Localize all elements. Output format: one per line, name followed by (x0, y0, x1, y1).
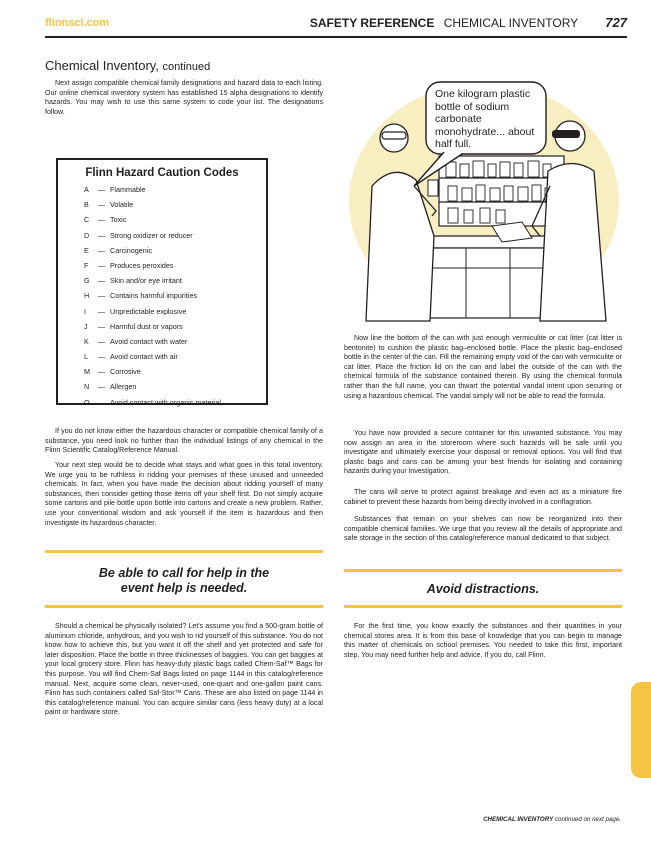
hazard-code-letter: I (84, 306, 86, 316)
hazard-code-row (58, 352, 266, 367)
hazard-code-dash: — (98, 200, 106, 210)
callout-rule-bottom-right (344, 605, 622, 608)
hazard-code-row (58, 231, 266, 246)
hazard-code-description: Unpredictable explosive (110, 306, 187, 316)
section-title-suffix: continued (162, 61, 211, 73)
secure-container-paragraph: You have now provided a secure container for this unwanted substance. You may now assign an area in the storeroom where such hazards will be safe until you investigate and ultimately exercise your disposal or removal options. You will find that plastic bags and cans can be among your best friends for isolating and containing hazards during your investigation. (344, 429, 622, 476)
line-can-paragraph: Now line the bottom of the can with just enough vermiculite or cat litter (cat litter is bentonite) to cushion the plastic bag–enclosed bottle. Place the plastic bag–enclosed bottle in the center of the can. Fill the remaining empty void of the can with vermiculite or cat litter. Place the friction lid on the can and label the outside of the can with the chemical formula of the substance contained therein. By using the chemical formula rather than the full name, you can thwart the potential vandal intent upon securing or using a hazardous chemical. The vandal simply will not be able to read the formula. (344, 334, 622, 400)
hazard-code-letter: K (84, 336, 89, 346)
remaining-substances-paragraph: Substances that remain on your shelves can now be reorganized into their compatible chemical families. We urge that you review all the details of appropriate and safe storage in the section of this catalog/reference manual dedicated to that subject. (344, 515, 622, 543)
hazard-codes-title: Flinn Hazard Caution Codes (85, 167, 239, 179)
hazard-code-row (58, 276, 266, 291)
hazard-codes-box (56, 158, 268, 405)
hazard-code-dash: — (98, 276, 106, 286)
hazard-code-letter: F (84, 260, 89, 270)
hazard-code-description: Contains harmful impurities (110, 291, 198, 301)
callout-distractions: Avoid distractions. (426, 582, 540, 596)
hazard-code-description: Avoid contact with water (110, 336, 188, 346)
callout-help: Be able to call for help in the event help is needed. (98, 566, 270, 595)
hazard-code-row (58, 200, 266, 215)
continued-note (483, 816, 621, 823)
hazard-code-description: Carcinogenic (110, 245, 152, 255)
side-tab (631, 682, 651, 778)
hazard-code-description: Corrosive (110, 367, 141, 377)
hazard-code-description: Avoid contact with air (110, 352, 178, 362)
hazard-code-dash: — (98, 336, 106, 346)
callout-rule-top-right (344, 569, 622, 572)
hazard-code-letter: J (84, 321, 88, 331)
unknown-hazard-paragraph: If you do not know either the hazardous character or compatible chemical family of a substance, you need look no further than the individual listings of any chemical in the Flinn Scientific Catalog/Reference Manual. (45, 427, 323, 455)
page-number: 727 (605, 15, 627, 30)
hazard-code-dash: — (98, 245, 106, 255)
hazard-code-row (58, 367, 266, 382)
isolation-paragraph: Should a chemical be physically isolated? Let's assume you find a 500-gram bottle of aluminum chloride, anhydrous, and you wish to rid yourself of this substance. You do not know how to achieve this, but you want it off the shelf and yet protected and safe for later disposition. Place the bottle in three thicknesses of baggies. You can get baggies at your local grocery store. Flinn has heavy-duty plastic bags called Chem-Saf™ Bags for this purpose. You will find Chem-Saf Bags listed on page 1144 in this catalog/reference manual. Next, acquire some clean, never-used, one-quart and one-gallon paint cans. Flinn has such containers called Saf-Stor™ Cans. These are also listed on page 1144 in this catalog/reference manual. You can acquire similar cans (less heavy duty) at a local paint or hardware store. (45, 622, 323, 717)
site-url[interactable]: flinnsci.com (45, 17, 110, 29)
hazard-code-description: Allergen (110, 382, 137, 392)
hazard-code-row (58, 185, 266, 200)
callout-rule-bottom (45, 605, 323, 608)
hazard-code-dash: — (98, 230, 106, 240)
hazard-code-row (58, 337, 266, 352)
hazard-code-letter: L (84, 352, 88, 362)
hazard-code-row (58, 291, 266, 306)
hazard-code-dash: — (98, 382, 106, 392)
hazard-code-description: Flammable (110, 185, 146, 194)
hazard-code-letter: H (84, 291, 90, 301)
intro-paragraph: Next assign compatible chemical family designations and hazard data to each listing. Our online chemical inventory system has established 15 alpha designations to identify hazards. You may wish to use this same system to code your list. The designations follow. (45, 79, 323, 116)
hazard-code-dash: — (98, 260, 106, 270)
hazard-code-row (58, 307, 266, 322)
hazard-code-dash: — (98, 367, 106, 377)
hazard-code-description: Volatile (110, 200, 134, 210)
cans-paragraph: The cans will serve to protect against breakage and even act as a miniature fire cabinet to prevent these hazards from being directly involved in a conflagration. (344, 488, 622, 506)
hazard-code-row (58, 322, 266, 337)
hazard-code-row (58, 382, 266, 397)
hazard-code-dash: — (98, 185, 106, 194)
hazard-code-dash: — (98, 215, 106, 225)
next-step-paragraph: Your next step would be to decide what stays and what goes in this total inventory. We urge you to be ruthless in ridding your premises of these unused and unneeded chemicals. In fact, when you have made the decision about ridding yourself of many substances, then consider getting those items off your shelf first. Do not simply acquire some cartons and pile bottle upon bottle into cartons and create a new problem. Rather, use your conventional wisdom and ask yourself if the item is hazardous and then investigate its hazardous character. (45, 461, 323, 527)
hazard-code-dash: — (98, 397, 106, 407)
header-subsection: CHEMICAL INVENTORY (443, 16, 578, 30)
continued-note-bold: CHEMICAL INVENTORY (483, 816, 554, 823)
hazard-code-dash: — (98, 352, 106, 362)
hazard-codes-list (58, 185, 266, 413)
hazard-code-description: Strong oxidizer or reducer (110, 230, 193, 240)
hazard-code-description: Skin and/or eye irritant (110, 276, 182, 286)
hazard-code-letter: O (84, 397, 90, 407)
hazard-code-letter: M (84, 367, 90, 377)
hazard-code-letter: B (84, 200, 89, 210)
hazard-code-letter: E (84, 245, 89, 255)
hazard-code-description: Avoid contact with organic material (110, 397, 221, 407)
hazard-code-description: Harmful dust or vapors (110, 321, 183, 331)
speech-bubble-text: One kilogram plastic bottle of sodium carbonate monohydrate... about half full. (435, 88, 535, 150)
header-section: SAFETY REFERENCE (309, 16, 435, 30)
section-title-text: Chemical Inventory, (45, 58, 159, 73)
hazard-code-dash: — (98, 306, 106, 316)
hazard-code-letter: D (84, 230, 90, 240)
continued-note-rest: continued on next page. (553, 816, 621, 823)
hazard-code-row (58, 246, 266, 261)
hazard-code-letter: G (84, 276, 90, 286)
hazard-code-row (58, 261, 266, 276)
hazard-code-row (58, 398, 266, 413)
first-time-paragraph: For the first time, you know exactly the substances and their quantities in your chemical stores area. It is from this base of knowledge that you can begin to manage this matter of chemicals on school premises. You needed to take this first, important step. You may need further help and advice. If you do, call Flinn. (344, 622, 622, 659)
running-header (310, 15, 627, 30)
hazard-code-letter: C (84, 215, 90, 225)
hazard-code-description: Toxic (110, 215, 127, 225)
hazard-code-description: Produces peroxides (110, 260, 174, 270)
hazard-code-letter: A (84, 185, 89, 194)
section-title (45, 58, 210, 73)
hazard-code-letter: N (84, 382, 90, 392)
hazard-code-row (58, 215, 266, 230)
hazard-code-dash: — (98, 291, 106, 301)
hazard-code-dash: — (98, 321, 106, 331)
callout-rule-top (45, 550, 323, 553)
header-rule (45, 36, 627, 38)
